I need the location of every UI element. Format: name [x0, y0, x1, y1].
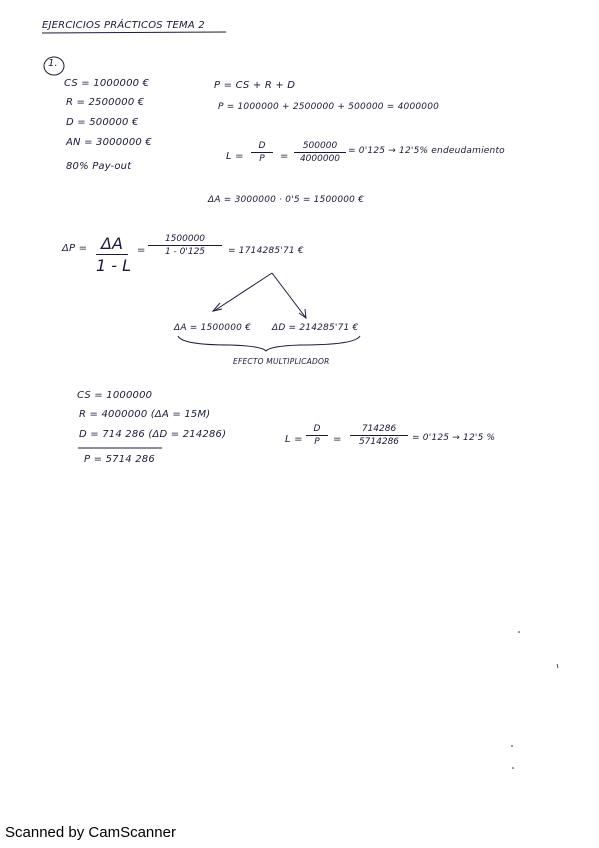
summary-l-equals: =: [333, 434, 342, 445]
effect-label: EFECTO MULTIPLICADOR: [233, 357, 330, 366]
summary-p: P = 5714 286: [84, 454, 155, 465]
summary-d: D = 714 286 (ΔD = 214286): [79, 429, 227, 440]
l-prefix: L =: [226, 151, 244, 162]
p-definition: P = CS + R + D: [214, 80, 296, 91]
data-payout: 80% Pay-out: [66, 161, 132, 172]
dp-value-num: 1500000: [164, 234, 206, 244]
summary-l-value-den: 5714286: [358, 437, 400, 447]
dp-result: = 1714285'71 €: [228, 246, 304, 256]
data-d: D = 500000 €: [66, 117, 139, 128]
data-r: R = 2500000 €: [66, 97, 145, 108]
l-formula-fraction: [251, 141, 273, 164]
delta-a: ΔA = 3000000 · 0'5 = 1500000 €: [208, 195, 365, 205]
page-title: EJERCICIOS PRÁCTICOS TEMA 2: [42, 20, 205, 31]
summary-l-prefix: L =: [285, 434, 303, 445]
split-delta-d: ΔD = 214285'71 €: [272, 323, 359, 333]
summary-l-value-num: 714286: [361, 424, 397, 434]
data-cs: CS = 1000000 €: [64, 78, 150, 89]
l-formula-den: P: [259, 154, 265, 164]
summary-cs: CS = 1000000: [77, 390, 153, 401]
data-an: AN = 3000000 €: [66, 137, 152, 148]
l-equals: =: [280, 151, 289, 162]
dp-value-fraction: [148, 234, 222, 257]
exercise-number: 1.: [48, 58, 58, 69]
l-value-num: 500000: [302, 141, 338, 151]
title-underline: [42, 32, 226, 33]
l-result: = 0'125 → 12'5% endeudamiento: [348, 146, 505, 156]
summary-l-den: P: [314, 437, 320, 447]
arrow-right: [272, 273, 306, 318]
summary-l-value-fraction: [350, 424, 408, 447]
scanner-watermark: Scanned by CamScanner: [5, 824, 176, 841]
l-value-den: 4000000: [299, 154, 341, 164]
dp-formula-num: ΔA: [101, 234, 123, 253]
l-formula-num: D: [258, 141, 266, 151]
dp-value-den: 1 - 0'125: [164, 247, 206, 257]
dp-formula-fraction: [96, 234, 132, 275]
dp-formula-den: 1 - L: [96, 256, 132, 275]
summary-l-result: = 0'125 → 12'5 %: [412, 433, 496, 443]
summary-l-num: D: [313, 424, 321, 434]
p-calculation: P = 1000000 + 2500000 + 500000 = 4000000: [218, 102, 440, 112]
l-value-fraction: [294, 141, 346, 164]
arrow-left: [214, 273, 272, 311]
dp-prefix: ΔP =: [62, 243, 88, 254]
dp-equals: =: [137, 245, 146, 256]
split-delta-a: ΔA = 1500000 €: [174, 323, 252, 333]
summary-r: R = 4000000 (ΔA = 15M): [79, 409, 211, 420]
summary-l-fraction: [306, 424, 328, 447]
brace: [178, 336, 360, 351]
